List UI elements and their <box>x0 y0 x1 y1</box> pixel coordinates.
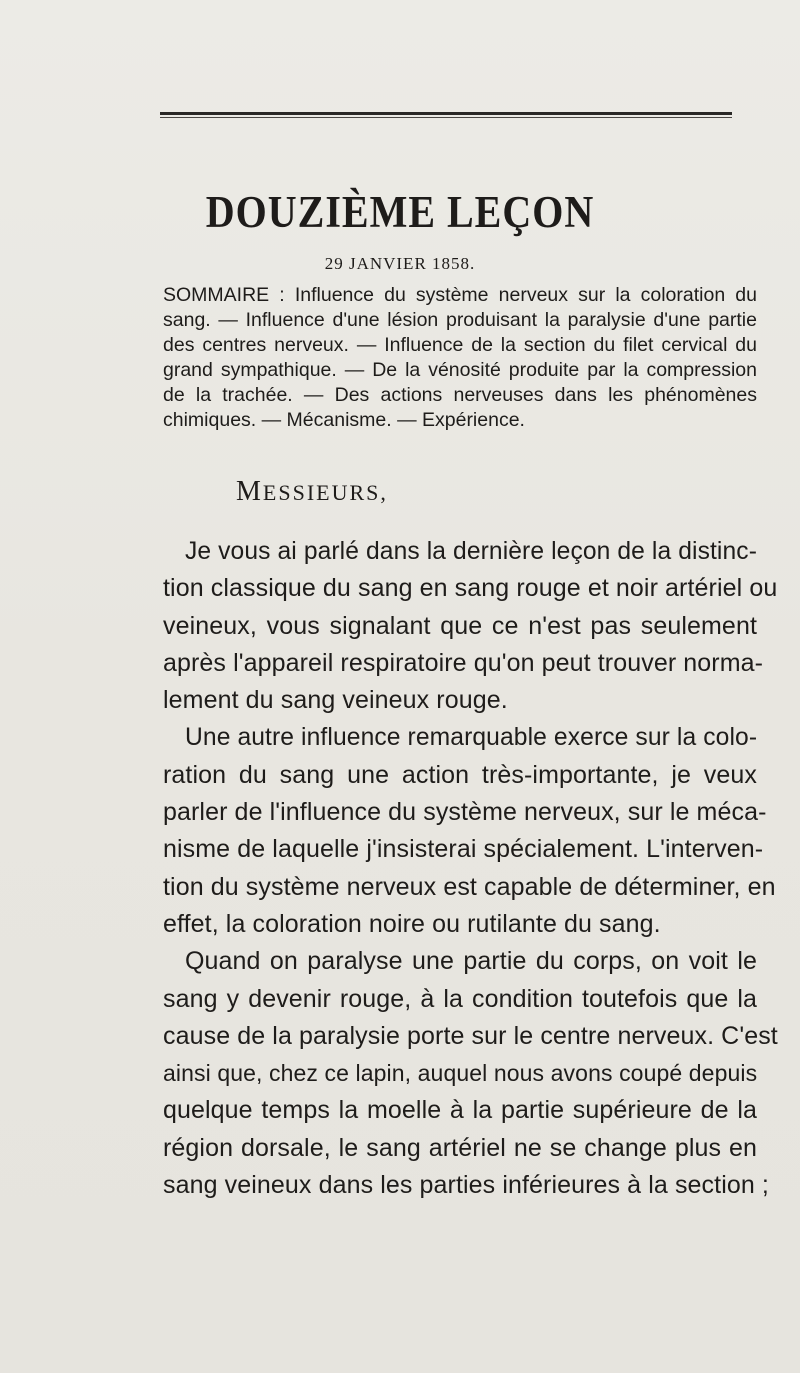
body-line: sang veineux dans les parties inférieures à la section ; <box>163 1171 769 1200</box>
salutation-rest: ESSIEURS, <box>262 480 388 505</box>
body-line: sang y devenir rouge, à la condition toutefois que la <box>163 984 757 1013</box>
body-line: après l'appareil respiratoire qu'on peut trouver norma- <box>163 648 764 677</box>
body-line: nisme de laquelle j'insisterai spécialement. L'interven- <box>163 835 764 864</box>
top-rule <box>160 112 732 115</box>
body-line: cause de la paralysie porte sur le centre nerveux. C'est <box>163 1021 778 1050</box>
body-line: veineux, vous signalant que ce n'est pas seulement <box>163 611 757 640</box>
body-line: quelque temps la moelle à la partie supérieure de la <box>163 1096 757 1125</box>
body-line: tion classique du sang en sang rouge et noir artériel ou <box>163 574 778 603</box>
top-rule-thin <box>160 117 732 118</box>
salutation-initial: M <box>236 476 263 507</box>
summary-paragraph: SOMMAIRE : Influence du système nerveux sur la coloration du sang. — Influence d'une lésion produisant la paralysie d'une partie des centres nerveux. — Influence de la section du filet cervical du grand sympathique. — De la vénosité produite par la compression de la trachée. — Des actions nerveuses dans les phénomènes chimiques. — Mécanisme. — Expérience. <box>163 284 757 431</box>
body-line: ainsi que, chez ce lapin, auquel nous avons coupé depuis <box>163 1060 758 1087</box>
body-line: région dorsale, le sang artériel ne se change plus en <box>163 1133 757 1162</box>
body-line: Une autre influence remarquable exerce sur la colo- <box>185 724 758 752</box>
salutation <box>236 476 388 508</box>
lesson-date: 29 JANVIER 1858. <box>324 254 476 273</box>
body-line: ration du sang une action très-importante, je veux <box>163 760 757 789</box>
body-line: Je vous ai parlé dans la dernière leçon de la distinc- <box>185 538 757 565</box>
body-line: Quand on paralyse une partie du corps, on voit le <box>185 947 757 976</box>
body-text <box>163 533 778 1204</box>
body-line: effet, la coloration noire ou rutilante du sang. <box>163 909 661 938</box>
body-line: parler de l'influence du système nerveux, sur le méca- <box>163 798 767 827</box>
body-line: tion du système nerveux est capable de déterminer, en <box>163 872 776 901</box>
body-line: lement du sang veineux rouge. <box>163 686 508 715</box>
lesson-title: DOUZIÈME LEÇON <box>205 185 595 238</box>
